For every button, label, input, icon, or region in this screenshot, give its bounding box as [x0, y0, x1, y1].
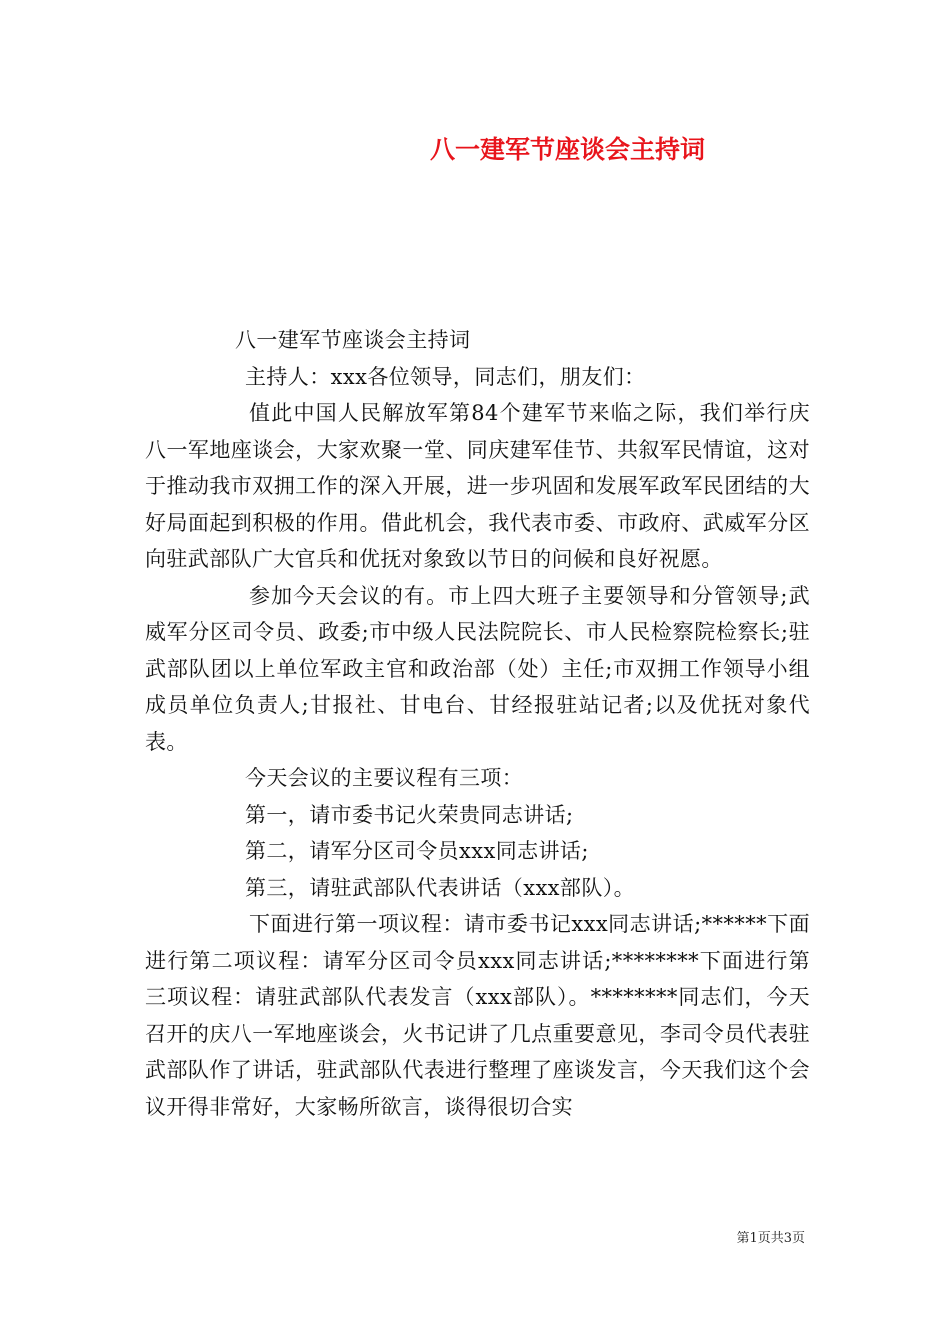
- paragraph-opening: 值此中国人民解放军第84个建军节来临之际，我们举行庆八一军地座谈会，大家欢聚一堂、同庆建军佳节、共叙军民情谊，这对于推动我市双拥工作的深入开展，进一步巩固和发展军政军民团结的大好局面起到积极的作用。借此机会，我代表市委、市政府、武威军分区向驻武部队广大官兵和优抚对象致以节日的问候和良好祝愿。: [145, 401, 810, 571]
- paragraph-proceedings: 下面进行第一项议程：请市委书记xxx同志讲话;******下面进行第二项议程：请军分区司令员xxx同志讲话;********下面进行第三项议程：请驻武部队代表发言（xxx部队）。********同志们，今天召开的庆八一军地座谈会，火书记讲了几点重要意见，李司令员代表驻武部队作了讲话，驻武部队代表进行整理了座谈发言，今天我们这个会议开得非常好，大家畅所欲言，谈得很切合实: [145, 912, 810, 1119]
- document-title: 八一建军节座谈会主持词: [430, 135, 706, 164]
- paragraph-agenda-intro: 今天会议的主要议程有三项：: [245, 766, 524, 790]
- document-body: [145, 322, 810, 1125]
- paragraph-subtitle: 八一建军节座谈会主持词: [235, 328, 471, 352]
- paragraph-agenda-item-3: 第三，请驻武部队代表讲话（xxx部队）。: [245, 875, 636, 900]
- paragraph-agenda-item-1: 第一，请市委书记火荣贵同志讲话;: [245, 802, 574, 827]
- paragraph-attendees: 参加今天会议的有。市上四大班子主要领导和分管领导;武威军分区司令员、政委;市中级人民法院院长、市人民检察院检察长;驻武部队团以上单位军政主官和政治部（处）主任;市双拥工作领导小组成员单位负责人;甘报社、甘电台、甘经报驻站记者;以及优抚对象代表。: [145, 583, 810, 754]
- paragraph-agenda-item-2: 第二，请军分区司令员xxx同志讲话;: [245, 839, 589, 863]
- page-number-footer: 第1页共3页: [736, 1231, 805, 1246]
- paragraph-host-greeting: 主持人：xxx各位领导，同志们，朋友们：: [245, 364, 646, 389]
